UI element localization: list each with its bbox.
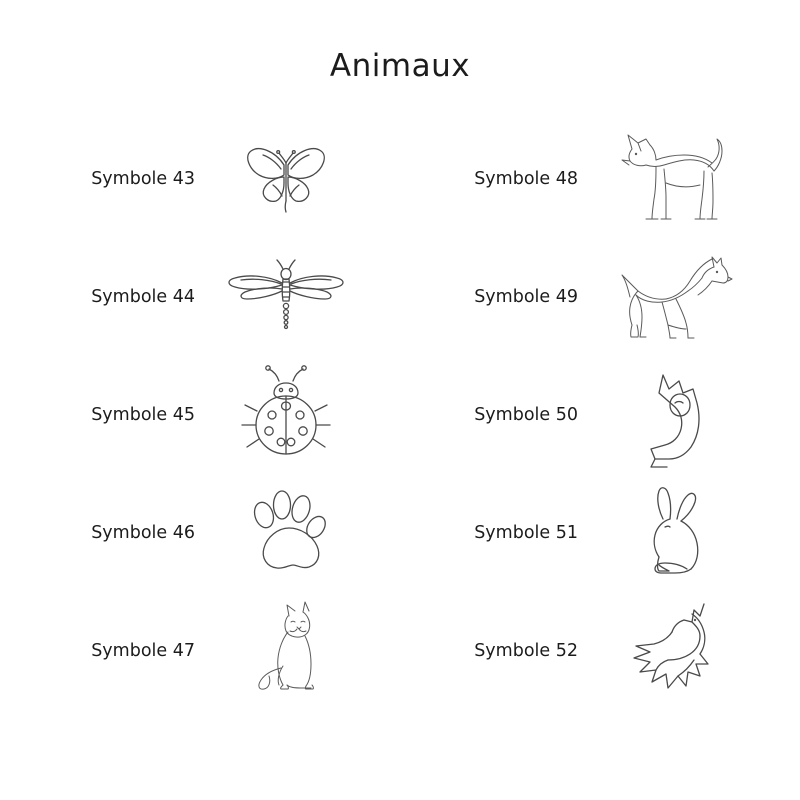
paw-print-icon (199, 478, 400, 588)
list-item[interactable] (400, 120, 800, 238)
symbol-column-right (400, 120, 800, 710)
fox-icon (582, 124, 800, 234)
list-item[interactable] (400, 356, 800, 474)
list-item[interactable] (0, 238, 400, 356)
list-item[interactable] (0, 120, 400, 238)
list-item[interactable] (400, 238, 800, 356)
symbol-label: Symbole 47 (91, 641, 195, 661)
symbol-label: Symbole 52 (474, 641, 578, 661)
list-item[interactable] (400, 474, 800, 592)
cat-icon (199, 596, 400, 706)
symbol-label: Symbole 48 (474, 169, 578, 189)
list-item[interactable] (400, 592, 800, 710)
ladybug-icon (199, 360, 400, 470)
symbol-grid (0, 120, 800, 710)
page-title: Animaux (329, 48, 471, 84)
dragonfly-icon (199, 242, 400, 352)
symbol-label: Symbole 45 (91, 405, 195, 425)
bird-icon (582, 596, 800, 706)
list-item[interactable] (0, 356, 400, 474)
horse-head-icon (582, 360, 800, 470)
symbol-column-left (0, 120, 400, 710)
rabbit-icon (582, 478, 800, 588)
symbol-label: Symbole 51 (474, 523, 578, 543)
symbol-label: Symbole 46 (91, 523, 195, 543)
horse-icon (582, 242, 800, 352)
butterfly-icon (199, 124, 400, 234)
symbol-label: Symbole 43 (91, 169, 195, 189)
list-item[interactable] (0, 592, 400, 710)
symbol-label: Symbole 50 (474, 405, 578, 425)
symbol-label: Symbole 44 (91, 287, 195, 307)
symbol-label: Symbole 49 (474, 287, 578, 307)
list-item[interactable] (0, 474, 400, 592)
